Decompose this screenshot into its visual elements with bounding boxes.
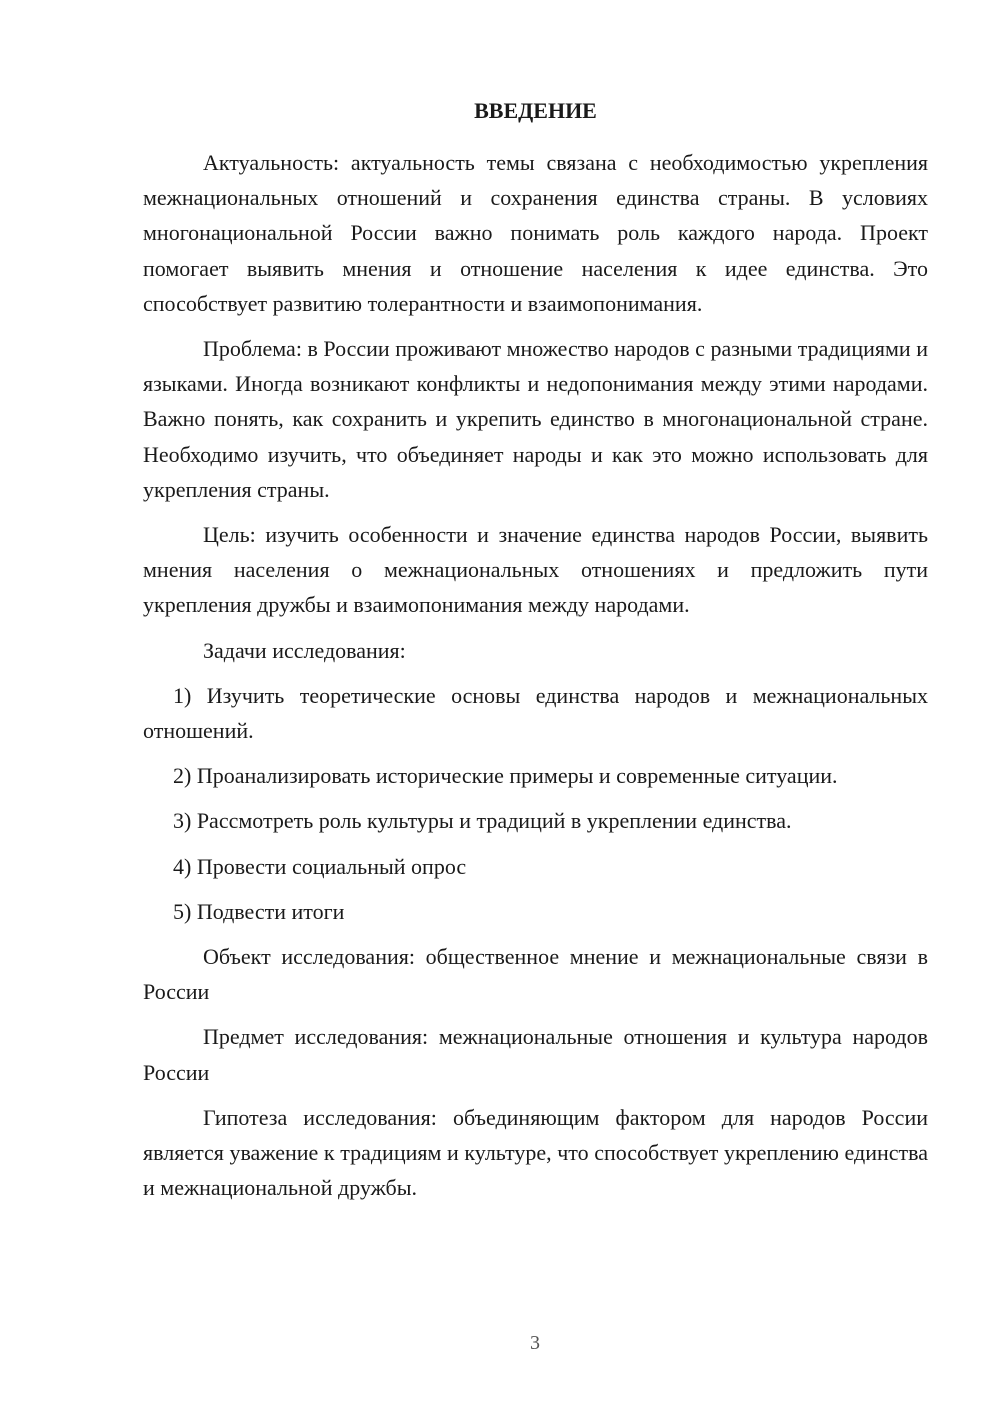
- task-item-4: 4) Провести социальный опрос: [173, 853, 467, 879]
- section-title: ВВЕДЕНИЕ: [474, 98, 597, 123]
- tasks-heading: Задачи исследования:: [203, 637, 406, 663]
- hypothesis-paragraph: Гипотеза исследования: объединяющим фактором для народов России является уважение к традициям и культуре, что способствует укреплению единства и межнациональной дружбы.: [143, 1104, 928, 1201]
- goal-paragraph: Цель: изучить особенности и значение единства народов России, выявить мнения населения о межнациональных отношениях и предложить пути укрепления дружбы и взаимопонимания между народами.: [143, 522, 928, 618]
- task-item-2: 2) Проанализировать исторические примеры и современные ситуации.: [173, 763, 838, 789]
- task-item-1: 1) Изучить теоретические основы единства народов и межнациональных отношений.: [143, 682, 928, 744]
- problem-paragraph: Проблема: в России проживают множество народов с разными традициями и языками. Иногда возникают конфликты и недопонимания между этими народами. Важно понять, как сохранить и укрепить единство в многонациональной стране. Необходимо изучить, что объединяет народы и как это можно использовать для укрепления страны.: [143, 336, 928, 502]
- document-page: [143, 93, 928, 1215]
- object-paragraph: Объект исследования: общественное мнение и межнациональные связи в России: [143, 944, 928, 1005]
- page-number: 3: [530, 1332, 540, 1354]
- subject-paragraph: Предмет исследования: межнациональные отношения и культура народов России: [143, 1024, 928, 1085]
- task-item-5: 5) Подвести итоги: [173, 898, 345, 924]
- relevance-paragraph: Актуальность: актуальность темы связана с необходимостью укрепления межнациональных отношений и сохранения единства страны. В условиях многонациональной России важно понимать роль каждого народа. Проект помогает выявить мнения и отношение населения к идее единства. Это способствует развитию толерантности и взаимопонимания.: [143, 150, 928, 316]
- task-item-3: 3) Рассмотреть роль культуры и традиций в укреплении единства.: [173, 808, 792, 834]
